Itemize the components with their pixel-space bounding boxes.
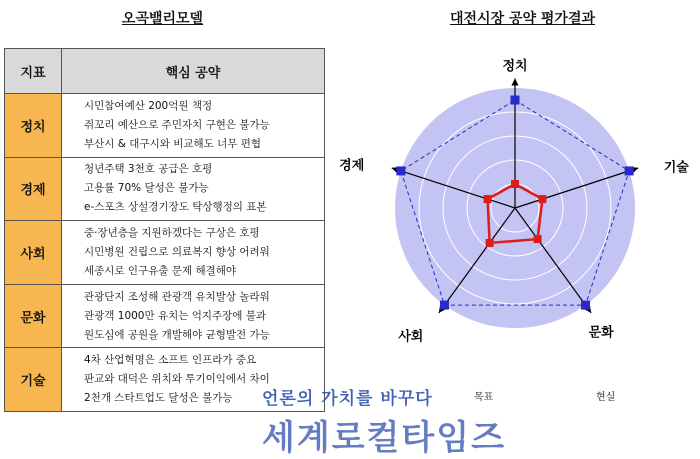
category-cell: 경제 [5, 157, 62, 221]
header-indicator: 지표 [5, 49, 62, 94]
list-item: ▪ 세종시로 인구유출 문제 해결해야 [84, 262, 320, 281]
target-point [396, 166, 405, 175]
list-item: ▪ 부산시 & 대구시와 비교해도 너무 편협 [84, 135, 320, 154]
actual-point [534, 235, 542, 243]
target-point [581, 301, 590, 310]
watermark-logo: 세계로컬타임즈 [262, 418, 506, 458]
chart-title: 대전시장 공약 평가결과 [450, 11, 595, 27]
list-item: ▪ 관광단지 조성해 관광객 유치발상 놀라워 [84, 288, 320, 307]
list-item: ▪ e-스포츠 상설경기장도 탁상행정의 표본 [84, 198, 320, 217]
category-cell: 기술 [5, 348, 62, 412]
table-row [5, 157, 325, 221]
list-item: ▪ 중·장년층을 지원하겠다는 구상은 호평 [84, 224, 320, 243]
list-item: ▪ 4차 산업혁명은 소프트 인프라가 중요 [84, 351, 320, 370]
axis-label: 정치 [502, 58, 528, 74]
header-pledges: 핵심 공약 [62, 49, 325, 94]
category-cell: 정치 [5, 94, 62, 158]
list-item: ▪ 시민참여예산 200억원 책정 [84, 97, 320, 116]
points-cell [62, 157, 325, 221]
points-cell [62, 284, 325, 348]
list-item: ▪ 시민병원 건립으로 의료복지 향상 어려워 [84, 243, 320, 262]
target-point [511, 96, 520, 105]
actual-point [538, 195, 546, 203]
table-row [5, 284, 325, 348]
list-item: ▪ 쥐꼬리 예산으로 주민자치 구현은 불가능 [84, 116, 320, 135]
watermark-slogan: 언론의 가치를 바꾸다 [262, 389, 433, 409]
list-item: ▪ 고용률 70% 달성은 불가능 [84, 179, 320, 198]
actual-point [486, 239, 494, 247]
target-point [440, 301, 449, 310]
category-cell: 문화 [5, 284, 62, 348]
list-item: ▪ 관광객 1000만 유치는 억지주장에 불과 [84, 307, 320, 326]
category-cell: 사회 [5, 221, 62, 285]
table-row [5, 94, 325, 158]
actual-point [511, 180, 519, 188]
radar-chart [330, 30, 700, 375]
list-item: ▪ 청년주택 3천호 공급은 호평 [84, 160, 320, 179]
pledge-table [4, 48, 325, 412]
axis-label: 문화 [588, 325, 614, 341]
axis-label: 기술 [663, 160, 689, 176]
table-row [5, 221, 325, 285]
list-item: ▪ 판교와 대덕은 위치와 투기이익에서 차이 [84, 370, 320, 389]
list-item: ▪ 2천개 스타트업도 달성은 불가능 [84, 389, 320, 408]
list-item: ▪ 원도심에 공원을 개발해야 균형발전 가능 [84, 326, 320, 345]
points-cell [62, 221, 325, 285]
actual-point [484, 195, 492, 203]
legend-actual-label: 현실 [596, 392, 616, 403]
legend-target-label: 목표 [474, 392, 494, 403]
axis-label: 경제 [339, 158, 365, 174]
target-point [625, 166, 634, 175]
axis-label: 사회 [398, 329, 424, 345]
left-title: 오곡밸리모델 [121, 11, 204, 27]
points-cell [62, 94, 325, 158]
table-header-row [5, 49, 325, 94]
